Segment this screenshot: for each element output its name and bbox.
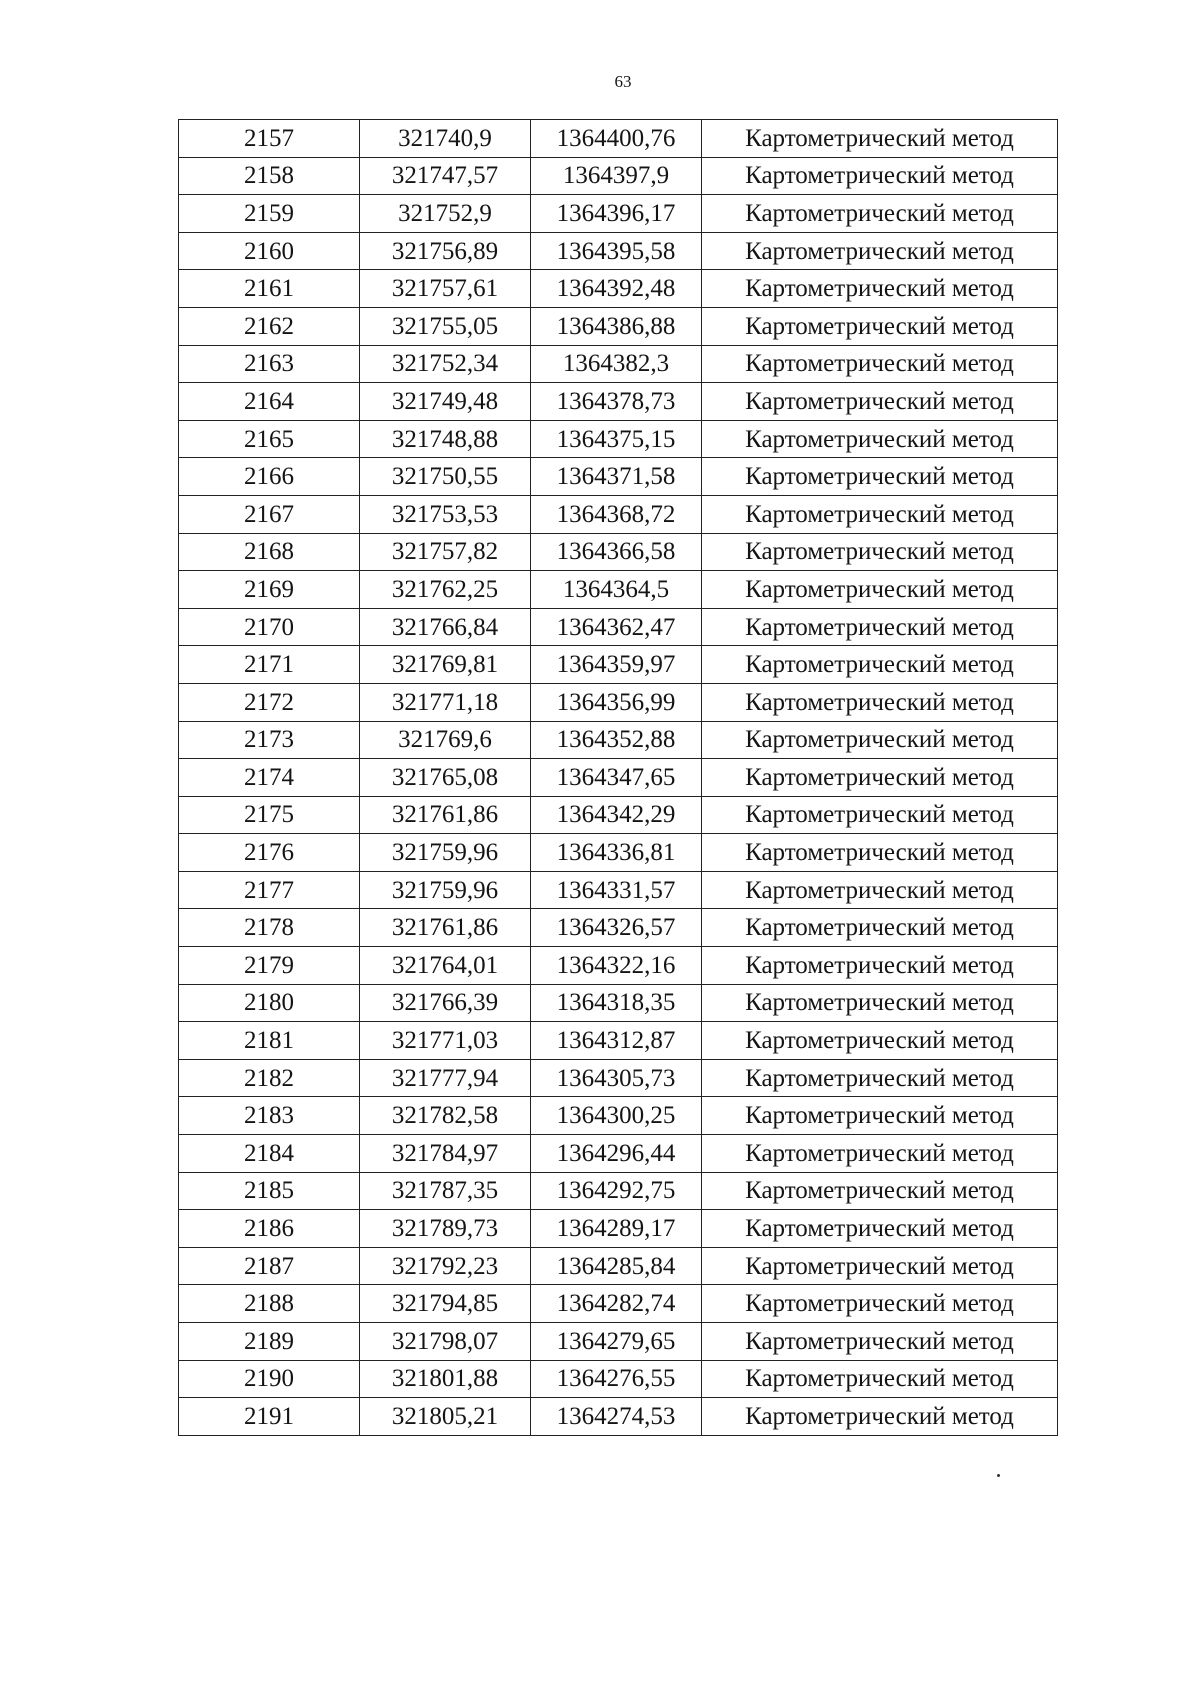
x-coordinate-cell: 321750,55 [360,458,531,496]
y-coordinate-cell: 1364322,16 [531,947,702,985]
method-cell: Картометрический метод [702,1097,1058,1135]
method-cell: Картометрический метод [702,608,1058,646]
table-row [179,345,1058,383]
table-row [179,608,1058,646]
table-row [179,1323,1058,1361]
method-cell: Картометрический метод [702,646,1058,684]
method-cell: Картометрический метод [702,871,1058,909]
x-coordinate-cell: 321762,25 [360,571,531,609]
point-number-cell: 2182 [179,1059,360,1097]
y-coordinate-cell: 1364274,53 [531,1398,702,1436]
point-number-cell: 2178 [179,909,360,947]
method-cell: Картометрический метод [702,1323,1058,1361]
method-cell: Картометрический метод [702,495,1058,533]
y-coordinate-cell: 1364395,58 [531,232,702,270]
x-coordinate-cell: 321761,86 [360,796,531,834]
point-number-cell: 2190 [179,1360,360,1398]
point-number-cell: 2172 [179,683,360,721]
x-coordinate-cell: 321766,84 [360,608,531,646]
point-number-cell: 2162 [179,307,360,345]
x-coordinate-cell: 321782,58 [360,1097,531,1135]
method-cell: Картометрический метод [702,796,1058,834]
y-coordinate-cell: 1364382,3 [531,345,702,383]
y-coordinate-cell: 1364279,65 [531,1323,702,1361]
point-number-cell: 2191 [179,1398,360,1436]
point-number-cell: 2169 [179,571,360,609]
point-number-cell: 2163 [179,345,360,383]
method-cell: Картометрический метод [702,345,1058,383]
x-coordinate-cell: 321789,73 [360,1210,531,1248]
point-number-cell: 2158 [179,157,360,195]
page-number: 63 [614,72,632,91]
x-coordinate-cell: 321757,61 [360,270,531,308]
method-cell: Картометрический метод [702,1059,1058,1097]
table-row [179,984,1058,1022]
point-number-cell: 2187 [179,1247,360,1285]
y-coordinate-cell: 1364342,29 [531,796,702,834]
x-coordinate-cell: 321792,23 [360,1247,531,1285]
table-row [179,1135,1058,1173]
table-row [179,270,1058,308]
table-row [179,834,1058,872]
x-coordinate-cell: 321753,53 [360,495,531,533]
point-number-cell: 2177 [179,871,360,909]
x-coordinate-cell: 321759,96 [360,871,531,909]
point-number-cell: 2171 [179,646,360,684]
y-coordinate-cell: 1364331,57 [531,871,702,909]
table-row [179,646,1058,684]
method-cell: Картометрический метод [702,984,1058,1022]
y-coordinate-cell: 1364292,75 [531,1172,702,1210]
x-coordinate-cell: 321748,88 [360,420,531,458]
method-cell: Картометрический метод [702,571,1058,609]
method-cell: Картометрический метод [702,120,1058,158]
x-coordinate-cell: 321761,86 [360,909,531,947]
table-row [179,909,1058,947]
method-cell: Картометрический метод [702,307,1058,345]
y-coordinate-cell: 1364359,97 [531,646,702,684]
table-row [179,1059,1058,1097]
point-number-cell: 2175 [179,796,360,834]
y-coordinate-cell: 1364276,55 [531,1360,702,1398]
y-coordinate-cell: 1364396,17 [531,195,702,233]
point-number-cell: 2181 [179,1022,360,1060]
point-number-cell: 2185 [179,1172,360,1210]
x-coordinate-cell: 321784,97 [360,1135,531,1173]
table-row [179,871,1058,909]
y-coordinate-cell: 1364312,87 [531,1022,702,1060]
method-cell: Картометрический метод [702,270,1058,308]
x-coordinate-cell: 321787,35 [360,1172,531,1210]
method-cell: Картометрический метод [702,1247,1058,1285]
table-row [179,1360,1058,1398]
point-number-cell: 2170 [179,608,360,646]
table-row [179,1097,1058,1135]
table-row [179,383,1058,421]
point-number-cell: 2180 [179,984,360,1022]
point-number-cell: 2166 [179,458,360,496]
y-coordinate-cell: 1364378,73 [531,383,702,421]
method-cell: Картометрический метод [702,420,1058,458]
method-cell: Картометрический метод [702,157,1058,195]
y-coordinate-cell: 1364296,44 [531,1135,702,1173]
method-cell: Картометрический метод [702,195,1058,233]
table-row [179,721,1058,759]
method-cell: Картометрический метод [702,1285,1058,1323]
x-coordinate-cell: 321749,48 [360,383,531,421]
x-coordinate-cell: 321752,9 [360,195,531,233]
x-coordinate-cell: 321752,34 [360,345,531,383]
x-coordinate-cell: 321777,94 [360,1059,531,1097]
method-cell: Картометрический метод [702,1135,1058,1173]
method-cell: Картометрический метод [702,721,1058,759]
table-row [179,533,1058,571]
y-coordinate-cell: 1364368,72 [531,495,702,533]
x-coordinate-cell: 321756,89 [360,232,531,270]
table-row [179,1398,1058,1436]
method-cell: Картометрический метод [702,533,1058,571]
method-cell: Картометрический метод [702,1398,1058,1436]
x-coordinate-cell: 321771,18 [360,683,531,721]
table-row [179,120,1058,158]
y-coordinate-cell: 1364397,9 [531,157,702,195]
x-coordinate-cell: 321764,01 [360,947,531,985]
table-row [179,1285,1058,1323]
y-coordinate-cell: 1364352,88 [531,721,702,759]
table-row [179,759,1058,797]
point-number-cell: 2188 [179,1285,360,1323]
y-coordinate-cell: 1364285,84 [531,1247,702,1285]
point-number-cell: 2164 [179,383,360,421]
x-coordinate-cell: 321771,03 [360,1022,531,1060]
point-number-cell: 2184 [179,1135,360,1173]
x-coordinate-cell: 321757,82 [360,533,531,571]
point-number-cell: 2179 [179,947,360,985]
table-row [179,571,1058,609]
table-row [179,1210,1058,1248]
method-cell: Картометрический метод [702,1210,1058,1248]
point-number-cell: 2157 [179,120,360,158]
x-coordinate-cell: 321765,08 [360,759,531,797]
y-coordinate-cell: 1364364,5 [531,571,702,609]
y-coordinate-cell: 1364362,47 [531,608,702,646]
point-number-cell: 2173 [179,721,360,759]
point-number-cell: 2186 [179,1210,360,1248]
point-number-cell: 2168 [179,533,360,571]
method-cell: Картометрический метод [702,683,1058,721]
y-coordinate-cell: 1364386,88 [531,307,702,345]
table-row [179,495,1058,533]
table-row [179,1172,1058,1210]
table-row [179,1247,1058,1285]
x-coordinate-cell: 321740,9 [360,120,531,158]
table-row [179,157,1058,195]
x-coordinate-cell: 321759,96 [360,834,531,872]
y-coordinate-cell: 1364305,73 [531,1059,702,1097]
y-coordinate-cell: 1364400,76 [531,120,702,158]
x-coordinate-cell: 321755,05 [360,307,531,345]
point-number-cell: 2174 [179,759,360,797]
method-cell: Картометрический метод [702,232,1058,270]
y-coordinate-cell: 1364326,57 [531,909,702,947]
x-coordinate-cell: 321747,57 [360,157,531,195]
x-coordinate-cell: 321801,88 [360,1360,531,1398]
table-row [179,232,1058,270]
point-number-cell: 2161 [179,270,360,308]
y-coordinate-cell: 1364289,17 [531,1210,702,1248]
point-number-cell: 2176 [179,834,360,872]
x-coordinate-cell: 321794,85 [360,1285,531,1323]
point-number-cell: 2183 [179,1097,360,1135]
table-row [179,796,1058,834]
method-cell: Картометрический метод [702,947,1058,985]
y-coordinate-cell: 1364375,15 [531,420,702,458]
table-row [179,458,1058,496]
y-coordinate-cell: 1364300,25 [531,1097,702,1135]
point-number-cell: 2165 [179,420,360,458]
coordinates-table-body [179,120,1058,1436]
y-coordinate-cell: 1364356,99 [531,683,702,721]
table-row [179,307,1058,345]
method-cell: Картометрический метод [702,383,1058,421]
x-coordinate-cell: 321769,81 [360,646,531,684]
point-number-cell: 2159 [179,195,360,233]
table-row [179,947,1058,985]
table-row [179,1022,1058,1060]
method-cell: Картометрический метод [702,834,1058,872]
method-cell: Картометрический метод [702,909,1058,947]
method-cell: Картометрический метод [702,759,1058,797]
y-coordinate-cell: 1364347,65 [531,759,702,797]
table-row [179,420,1058,458]
y-coordinate-cell: 1364392,48 [531,270,702,308]
y-coordinate-cell: 1364371,58 [531,458,702,496]
point-number-cell: 2167 [179,495,360,533]
y-coordinate-cell: 1364282,74 [531,1285,702,1323]
x-coordinate-cell: 321798,07 [360,1323,531,1361]
x-coordinate-cell: 321805,21 [360,1398,531,1436]
table-row [179,195,1058,233]
coordinates-table [178,119,1058,1436]
y-coordinate-cell: 1364336,81 [531,834,702,872]
y-coordinate-cell: 1364318,35 [531,984,702,1022]
method-cell: Картометрический метод [702,1022,1058,1060]
x-coordinate-cell: 321766,39 [360,984,531,1022]
method-cell: Картометрический метод [702,1360,1058,1398]
scan-dot-mark [997,1474,1000,1477]
x-coordinate-cell: 321769,6 [360,721,531,759]
method-cell: Картометрический метод [702,458,1058,496]
point-number-cell: 2160 [179,232,360,270]
point-number-cell: 2189 [179,1323,360,1361]
table-row [179,683,1058,721]
method-cell: Картометрический метод [702,1172,1058,1210]
y-coordinate-cell: 1364366,58 [531,533,702,571]
